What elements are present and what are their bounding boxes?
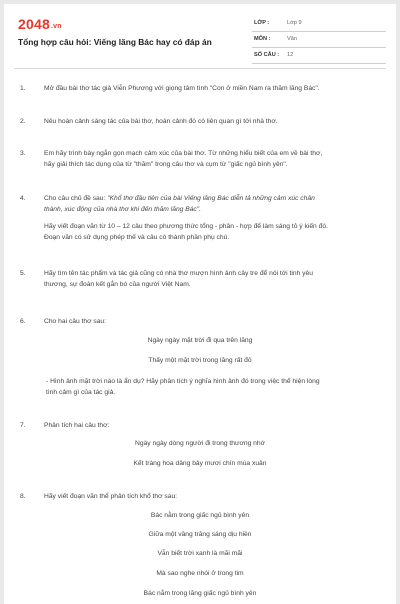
logo-suffix: .vn (50, 23, 62, 30)
poem-line: Ngày ngày dòng người đi trong thương nhớ (135, 440, 265, 447)
meta-table (252, 16, 386, 64)
question-text: tình cảm gì của tác giả. (46, 388, 116, 396)
meta-value: 12 (287, 52, 294, 58)
question-text: - Hình ảnh mặt trời nào là ẩn dụ? Hãy phân tích ý nghĩa hình ảnh đó trong việc thể hiện lòng (46, 378, 320, 385)
poem-line: Mà sao nghe nhói ở trong tim (156, 570, 244, 577)
header-divider (14, 68, 386, 69)
page-title: Tổng hợp câu hỏi: Viếng lăng Bác hay có đáp án (18, 37, 212, 47)
poem-line: Giữa một vầng trăng sáng dịu hiền (148, 531, 252, 538)
logo-text: 2048 (18, 16, 50, 32)
question-number: 4. (20, 195, 26, 202)
poem-line: Bác nằm trong giấc ngủ bình yên (150, 512, 250, 519)
question-text: Đoạn văn có sử dụng phép thế và câu có thành phần phụ chú. (44, 233, 230, 241)
question-subtext (46, 377, 381, 398)
question-text: Mở đầu bài thơ tác giả Viễn Phương với giọng tâm tình "Con ở miền Nam ra thăm lăng Bác". (44, 85, 320, 92)
question-number: 1. (20, 85, 26, 92)
question-number: 6. (20, 318, 26, 325)
poem-line: Bác nằm trong lăng giấc ngủ bình yên (143, 590, 257, 597)
meta-row-count (252, 48, 386, 64)
question-text: Cho câu chủ đề sau: (44, 195, 108, 202)
poem-line: Kết tràng hoa dâng bảy mươi chín mùa xuân (133, 460, 267, 467)
document-page (4, 4, 396, 604)
question-text: Phân tích hai câu thơ: (44, 422, 110, 429)
question-text: Hãy viết đoạn văn từ 10 – 12 câu theo phương thức tổng - phân - hợp để làm sáng tỏ ý kiến đó. (44, 223, 328, 230)
meta-value: Lớp 9 (287, 20, 302, 26)
poem-line: Vẫn biết trời xanh là mãi mãi (157, 550, 243, 557)
question-number: 2. (20, 118, 26, 125)
question-text: Cho hai câu thơ sau: (44, 318, 107, 325)
question-text: Hãy tìm tên tác phẩm và tác giả cũng có nhà thơ mượn hình ảnh cây tre để nói tới tinh yêu (44, 270, 313, 277)
question-text: thương, sự đoàn kết gắn bó của người Việt Nam. (44, 280, 191, 288)
site-logo[interactable] (18, 16, 62, 32)
topic-quote: "Khổ thơ đầu tiên của bài Viếng lăng Bác diễn tả những cảm xúc chân (107, 195, 315, 202)
question-text: Em hãy trình bày ngắn gọn mạch cảm xúc của bài thơ. Từ những hiểu biết của em về bài thơ, (44, 150, 323, 157)
meta-value: Văn (287, 36, 297, 42)
meta-key: MÔN : (254, 36, 271, 42)
question-text: Hãy viết đoạn văn thể phân tích khổ thơ sau: (44, 493, 178, 500)
meta-row-subject (252, 32, 386, 48)
poem-line: Ngày ngày mặt trời đi qua trên lăng (147, 337, 253, 344)
topic-quote: thành, xúc động của nhà thơ khi đến thăm lăng Bác". (44, 205, 201, 213)
question-number: 8. (20, 493, 26, 500)
question-number: 7. (20, 422, 26, 429)
question-number: 5. (20, 270, 26, 277)
meta-key: SỐ CÂU : (254, 52, 280, 58)
poem-line: Thấy một mặt trời trong lăng rất đỏ (148, 357, 252, 364)
meta-key: LỚP : (254, 20, 270, 26)
document-header (4, 4, 396, 66)
question-text: hãy giải thích tác dụng của từ "thăm" trong câu thơ và cụm từ "giấc ngủ bình yên". (44, 160, 288, 168)
meta-row-class (252, 16, 386, 32)
question-text: Nêu hoàn cảnh sáng tác của bài thơ, hoàn cảnh đó có liên quan gì tới nhà thơ. (44, 118, 278, 125)
question-number: 3. (20, 150, 26, 157)
